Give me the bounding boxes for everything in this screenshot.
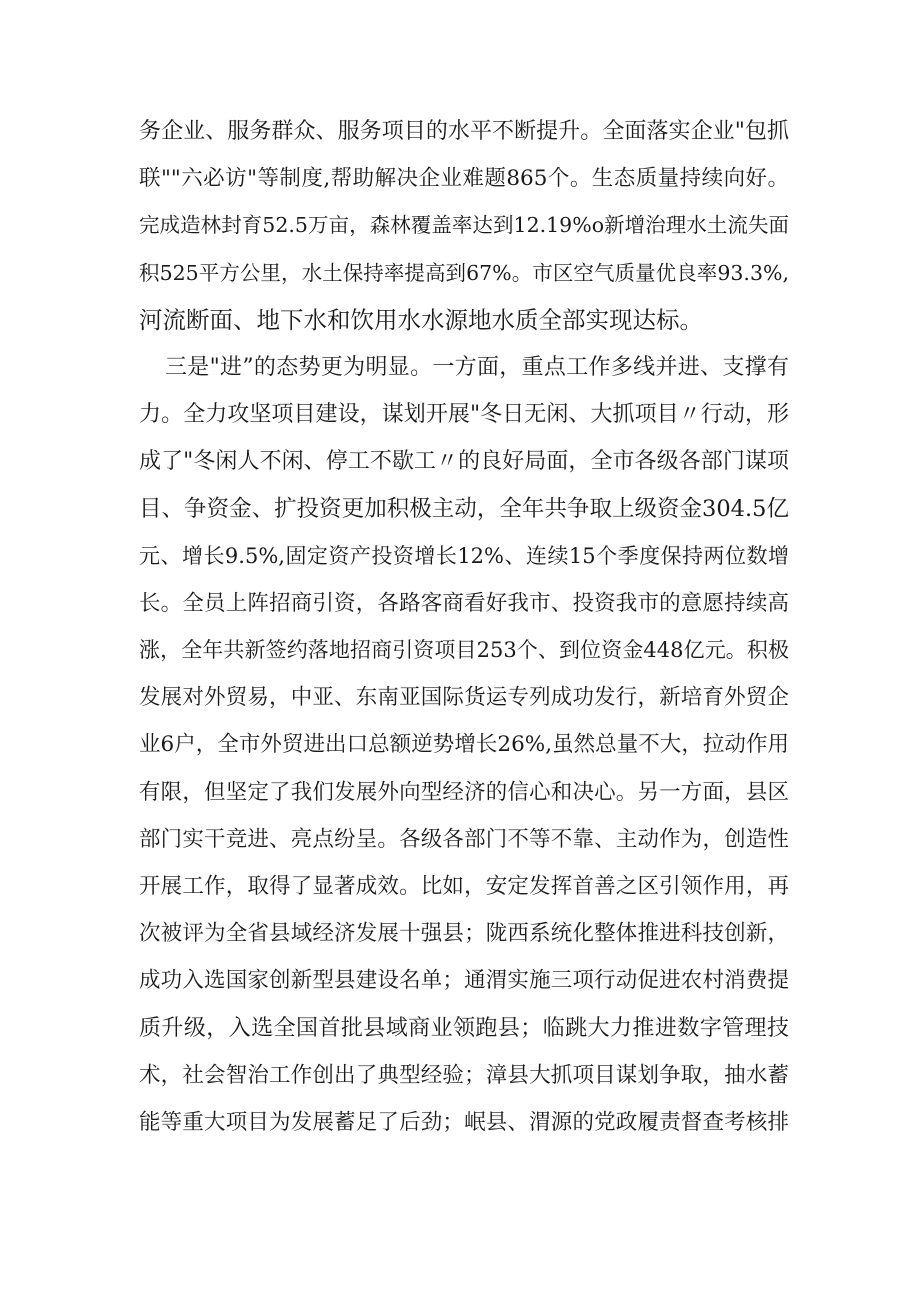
- text-line: 河流断面、地下水和饮用水水源地水质全部实现达标。: [139, 305, 703, 334]
- text-line: 发展对外贸易，中亚、东南亚国际货运专列成功发行，新培育外贸企: [139, 685, 789, 711]
- text-line: 积525平方公里，水土保持率提高到67%。市区空气质量优良率93.3%,: [139, 260, 789, 285]
- text-line: 完成造林封育52.5万亩，森林覆盖率达到12.19%o新增治理水土流失面: [139, 213, 789, 238]
- text-line: 能等重大项目为发展蓄足了后劲；岷县、渭源的党政履责督查考核排: [139, 1109, 789, 1135]
- text-line: 术，社会智治工作创出了典型经验；漳县大抓项目谋划争取，抽水蓄: [139, 1062, 789, 1088]
- text-line: 次被评为全省县域经济发展十强县；陇西系统化整体推进科技创新，: [139, 921, 789, 947]
- text-line: 质升级，入选全国首批县域商业领跑县；临跳大力推进数字管理技: [139, 1015, 789, 1041]
- text-line: 长。全员上阵招商引资，各路客商看好我市、投资我市的意愿持续高: [139, 590, 789, 616]
- paragraph-first-line: 三是"进”的态势更为明显。一方面，重点工作多线并进、支撑有: [165, 354, 789, 380]
- text-line: 元、增长9.5%,固定资产投资增长12%、连续15个季度保持两位数增: [139, 543, 789, 568]
- text-line: 成了"冬闲人不闲、停工不歇工〃的良好局面，全市各级各部门谋项: [139, 449, 789, 475]
- text-line: 有限，但坚定了我们发展外向型经济的信心和决心。另一方面，县区: [139, 779, 789, 805]
- text-line: 业6户，全市外贸进出口总额逆势增长26%,虽然总量不大，拉动作用: [139, 732, 789, 758]
- text-line: 目、争资金、扩投资更加积极主动，全年共争取上级资金304.5亿: [139, 495, 789, 522]
- text-line: 开展工作，取得了显著成效。比如，安定发挥首善之区引领作用，再: [139, 874, 789, 899]
- text-line: 涨，全年共新签约落地招商引资项目253个、到位资金448亿元。积极: [139, 638, 789, 663]
- text-line: 成功入选国家创新型县建设名单；通渭实施三项行动促进农村消费提: [139, 968, 789, 994]
- text-line: 联""六必访"等制度,帮助解决企业难题865个。生态质量持续向好。: [139, 166, 789, 192]
- text-line: 部门实干竞进、亮点纷呈。各级各部门不等不靠、主动作为，创造性: [139, 826, 789, 852]
- text-line: 力。全力攻坚项目建设，谋划开展"冬日无闲、大抓项目〃行动，形: [139, 402, 789, 428]
- body-text: [139, 108, 789, 1146]
- text-line: 务企业、服务群众、服务项目的水平不断提升。全面落实企业"包抓: [139, 119, 789, 144]
